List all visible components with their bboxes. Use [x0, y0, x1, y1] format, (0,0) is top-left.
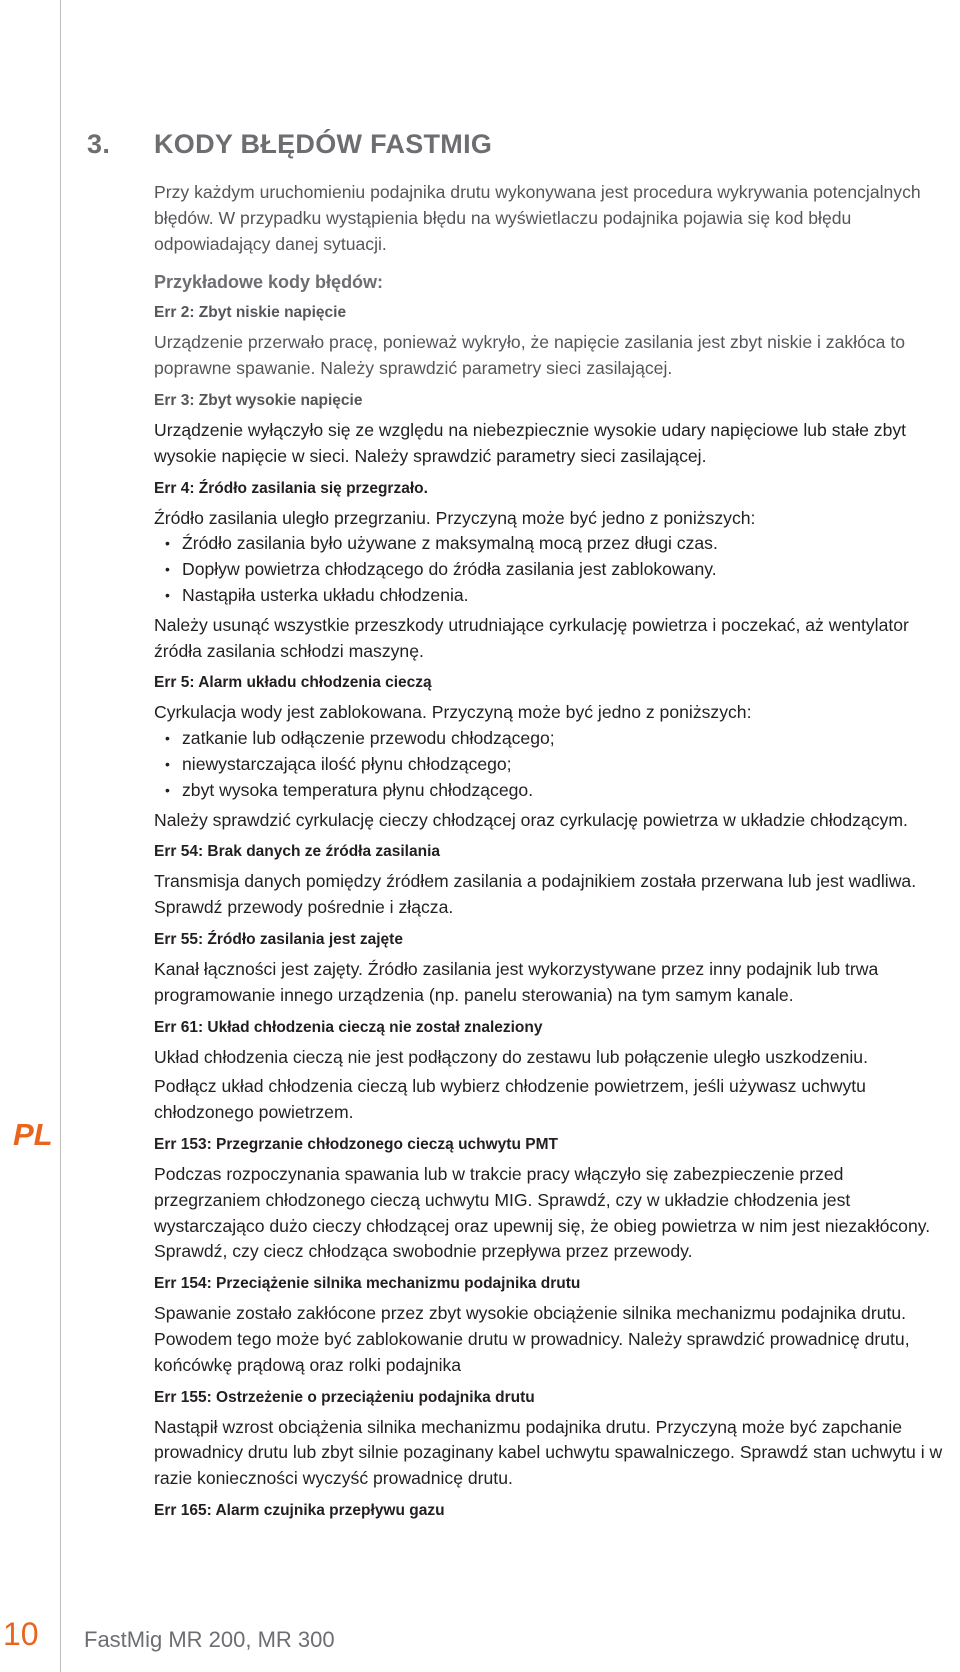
bullet-icon: •	[165, 755, 170, 772]
list-item: • niewystarczająca ilość płynu chłodzącego;	[154, 752, 944, 778]
err-4-bullets	[154, 531, 944, 608]
err-55-title: Err 55: Źródło zasilania jest zajęte	[154, 930, 403, 948]
err-5-bullets	[154, 726, 944, 803]
err-2-title: Err 2: Zbyt niskie napięcie	[154, 304, 347, 322]
err-5-after: Należy sprawdzić cyrkulację cieczy chłodzącej oraz cyrkulację powietrza w układzie chłodzącym.	[154, 809, 908, 830]
err-4-text: Źródło zasilania uległo przegrzaniu. Przyczyną może być jedno z poniższych:	[154, 507, 756, 528]
bullet-icon: •	[165, 535, 170, 552]
err-4-title: Err 4: Źródło zasilania się przegrzało.	[154, 479, 428, 497]
err-155-text: Nastąpił wzrost obciążenia silnika mechanizmu podajnika drutu. Przyczyną może być zapchanie prowadnicy drutu lub zbyt silnie pozaginany kabel uchwytu spawalniczego. Sprawdź stan uchwytu i w razie konieczności wyczyść prowadnicę drutu.	[154, 1416, 943, 1489]
err-61-text: Układ chłodzenia cieczą nie jest podłączony do zestawu lub połączenie uległo uszkodzeniu.	[154, 1046, 868, 1067]
bullet-icon: •	[165, 781, 170, 798]
err-153-text: Podczas rozpoczynania spawania lub w trakcie pracy włączyło się zabezpieczenie przed przegrzaniem chłodzonego cieczą uchwytu MIG. Sprawdź, czy w układzie chłodzenia jest wystarczająco dużo cieczy chłodzącej oraz upewnij się, że obieg powietrza w nim jest niezakłócony. Sprawdź, czy ciecz chłodząca swobodnie przepływa przez przewody.	[154, 1163, 931, 1262]
section-title: KODY BŁĘDÓW FASTMIG	[154, 129, 493, 159]
err-3-text: Urządzenie wyłączyło się ze względu na niebezpiecznie wysokie udary napięciowe lub stałe zbyt wysokie napięcie w sieci. Należy sprawdzić parametry sieci zasilającej.	[154, 419, 907, 466]
err-3-title: Err 3: Zbyt wysokie napięcie	[154, 391, 363, 409]
err-5-title: Err 5: Alarm układu chłodzenia cieczą	[154, 674, 432, 692]
err-61-text-2: Podłącz układ chłodzenia cieczą lub wybierz chłodzenie powietrzem, jeśli używasz uchwytu chłodzonego powietrzem.	[154, 1076, 866, 1123]
language-label: PL	[13, 1117, 53, 1152]
examples-heading: Przykładowe kody błędów:	[154, 272, 384, 293]
err-153-title: Err 153: Przegrzanie chłodzonego cieczą uchwytu PMT	[154, 1135, 558, 1153]
bullet-icon: •	[165, 730, 170, 747]
list-item: • zbyt wysoka temperatura płynu chłodzącego.	[154, 778, 944, 804]
err-55-text: Kanał łączności jest zajęty. Źródło zasilania jest wykorzystywane przez inny podajnik lub trwa programowanie innego urządzenia (np. panelu sterowania) na tym samym kanale.	[154, 958, 879, 1005]
list-item: • zatkanie lub odłączenie przewodu chłodzącego;	[154, 726, 944, 752]
err-154-title: Err 154: Przeciążenie silnika mechanizmu podajnika drutu	[154, 1275, 581, 1293]
err-4-after: Należy usunąć wszystkie przeszkody utrudniające cyrkulację powietrza i poczekać, aż wentylator źródła zasilania schłodzi maszynę.	[154, 614, 909, 661]
list-item: • Źródło zasilania było używane z maksymalną mocą przez długi czas.	[154, 531, 944, 557]
err-2-text: Urządzenie przerwało pracę, ponieważ wykryło, że napięcie zasilania jest zbyt niskie i zakłóca to poprawne spawanie. Należy sprawdzić parametry sieci zasilającej.	[154, 332, 906, 379]
page-number: 10	[3, 1616, 39, 1652]
bullet-icon: •	[165, 586, 170, 603]
err-154-text: Spawanie zostało zakłócone przez zbyt wysokie obciążenie silnika mechanizmu podajnika drutu. Powodem tego może być zablokowanie drutu w prowadnicy. Należy sprawdzić prowadnicę drutu, końcówkę prądową oraz rolki podajnika	[154, 1303, 910, 1375]
bullet-icon: •	[165, 561, 170, 578]
footer-model-name: FastMig MR 200, MR 300	[84, 1627, 335, 1652]
err-165-title: Err 165: Alarm czujnika przepływu gazu	[154, 1501, 445, 1519]
margin-rule	[60, 0, 61, 1672]
list-item: • Dopływ powietrza chłodzącego do źródła zasilania jest zablokowany.	[154, 557, 944, 583]
list-item: • Nastąpiła usterka układu chłodzenia.	[154, 583, 944, 609]
section-number: 3.	[87, 129, 111, 159]
intro-paragraph: Przy każdym uruchomieniu podajnika drutu wykonywana jest procedura wykrywania potencjalnych błędów. W przypadku wystąpienia błędu na wyświetlaczu podajnika pojawia się kod błędu odpowiadający danej sytuacji.	[154, 182, 921, 254]
err-54-title: Err 54: Brak danych ze źródła zasilania	[154, 843, 441, 861]
document-body	[154, 180, 944, 1528]
err-155-title: Err 155: Ostrzeżenie o przeciążeniu podajnika drutu	[154, 1388, 535, 1406]
err-5-text: Cyrkulacja wody jest zablokowana. Przyczyną może być jedno z poniższych:	[154, 702, 752, 723]
err-54-text: Transmisja danych pomiędzy źródłem zasilania a podajnikiem została przerwana lub jest wadliwa. Sprawdź przewody pośrednie i złącza.	[154, 871, 917, 918]
err-61-title: Err 61: Układ chłodzenia cieczą nie został znaleziony	[154, 1018, 543, 1036]
